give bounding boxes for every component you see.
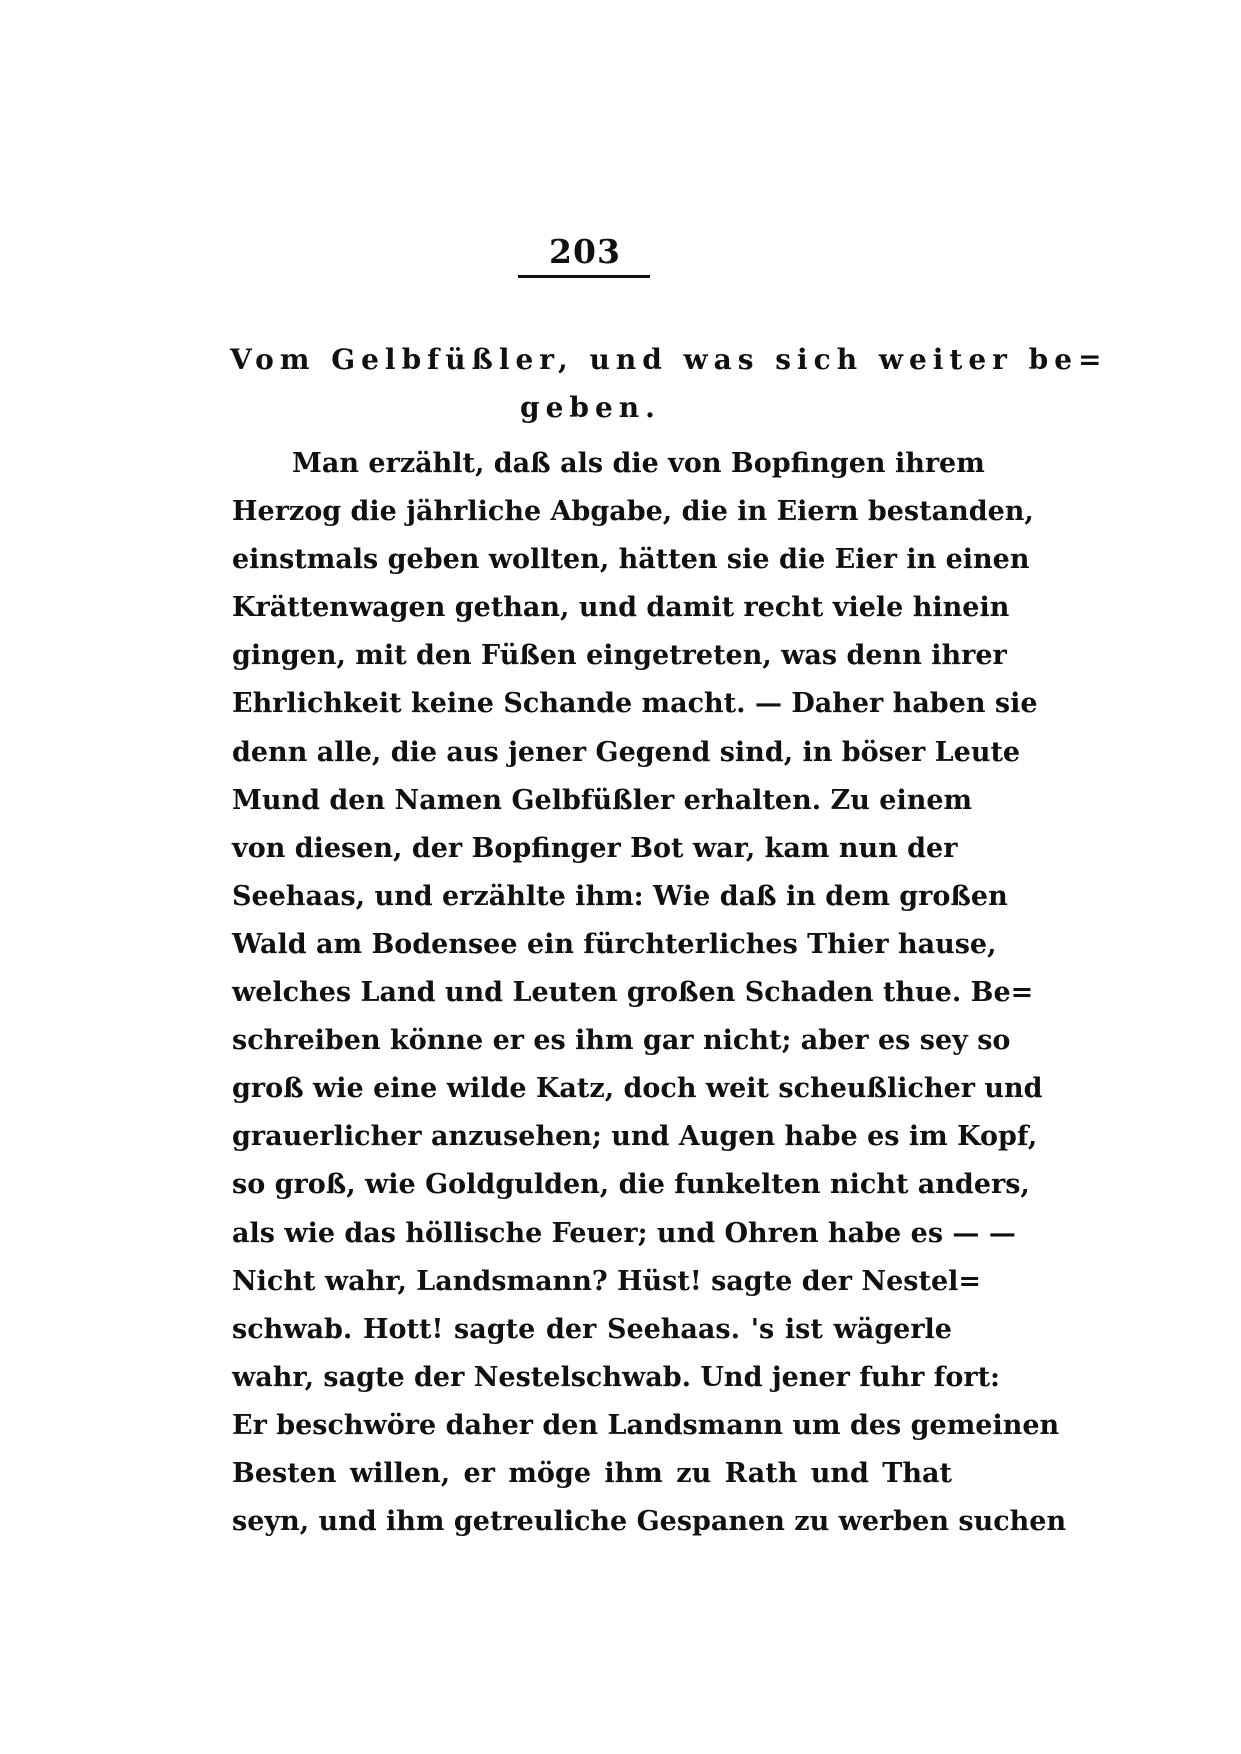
- text-line: einstmals geben wollten, hätten sie die Eier in einen: [232, 544, 1030, 576]
- chapter-heading: [230, 336, 1108, 432]
- text-line: Ehrlichkeit keine Schande macht. — Daher haben sie: [232, 688, 1038, 720]
- text-line: Krättenwagen gethan, und damit recht viele hinein: [232, 592, 1010, 624]
- text-line: Man erzählt, daß als die von Bopfingen ihrem: [292, 448, 985, 479]
- chapter-heading-line-1: Vom Gelbfüßler, und was sich weiter be=: [230, 343, 1108, 376]
- text-line: Seehaas, und erzählte ihm: Wie daß in dem großen: [232, 880, 1008, 912]
- header-rule: [518, 275, 650, 278]
- text-line: schwab. Hott! sagte der Seehaas. 's ist wägerle: [232, 1313, 952, 1345]
- text-line: gingen, mit den Füßen eingetreten, was denn ihrer: [232, 640, 1007, 672]
- text-line: Er beschwöre daher den Landsmann um des gemeinen: [232, 1409, 1060, 1441]
- text-line: groß wie eine wilde Katz, doch weit scheußlicher und: [232, 1073, 1043, 1105]
- text-line: so groß, wie Goldgulden, die funkelten nicht anders,: [232, 1169, 1030, 1201]
- text-line: Mund den Namen Gelbfüßler erhalten. Zu einem: [232, 784, 973, 816]
- text-line: von diesen, der Bopfinger Bot war, kam nun der: [232, 832, 958, 864]
- body-text: [232, 440, 1067, 1546]
- text-line: welches Land und Leuten großen Schaden thue. Be=: [232, 977, 1034, 1009]
- text-line: grauerlicher anzusehen; und Augen habe es im Kopf,: [232, 1121, 1038, 1153]
- text-line: Besten willen, er möge ihm zu Rath und That: [232, 1457, 952, 1489]
- text-line: seyn, und ihm getreuliche Gespanen zu werben suchen: [232, 1506, 1067, 1538]
- page-number: 203: [549, 232, 621, 271]
- text-line: Herzog die jährliche Abgabe, die in Eiern bestanden,: [232, 496, 1034, 528]
- text-line: schreiben könne er es ihm gar nicht; aber es sey so: [232, 1025, 1011, 1057]
- chapter-heading-line-2: geben.: [520, 391, 661, 424]
- text-line: wahr, sagte der Nestelschwab. Und jener fuhr fort:: [232, 1361, 1001, 1393]
- text-line: denn alle, die aus jener Gegend sind, in böser Leute: [232, 736, 1021, 768]
- text-line: als wie das höllische Feuer; und Ohren habe es — —: [232, 1217, 1016, 1249]
- text-line: Nicht wahr, Landsmann? Hüst! sagte der Nestel=: [232, 1265, 981, 1297]
- text-line: Wald am Bodensee ein fürchterliches Thier hause,: [232, 928, 997, 960]
